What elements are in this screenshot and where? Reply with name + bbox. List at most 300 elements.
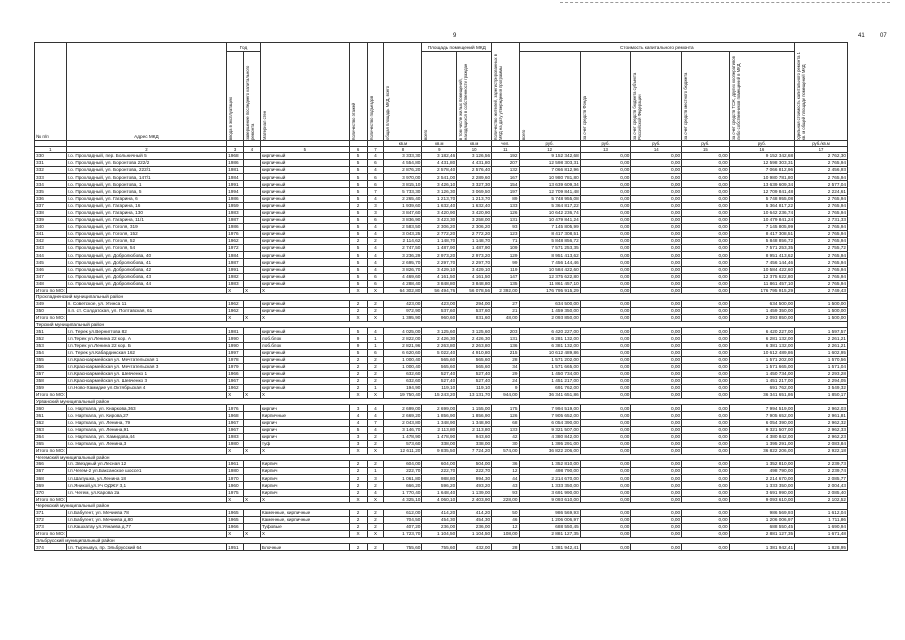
table-row [35,188,848,195]
table-cell: 4 [367,245,384,252]
table-cell: 2 392,00 [492,287,519,294]
table-cell: лоб.блок [260,335,349,342]
table-cell: 89 [492,195,519,202]
table-cell: 0,00 [682,523,730,530]
total-row [35,447,848,454]
table-cell: кирпичный [260,259,349,266]
table-cell: 2 114,62 [384,238,422,245]
table-cell: 1 612,04 [795,509,848,516]
table-cell: 5 [349,223,367,230]
header-year-group: Год [227,43,261,52]
table-cell [244,544,261,551]
column-number-cell: 14 [631,147,682,153]
table-cell: 666,20 [384,482,422,489]
table-cell: 6 420 227,00 [729,328,795,335]
table-cell: г.п.Бабугент, ул. Мечиева 78 [66,509,226,516]
table-row [35,468,848,475]
table-cell: 1 206 006,97 [729,516,795,523]
table-cell: 228,00 [492,496,519,503]
table-cell: 2 102,52 [795,496,848,503]
table-cell: 1 648,40 [422,489,457,496]
table-row [35,328,848,335]
table-cell: п. Советское, ул. Угинса 11 [66,300,226,307]
table-cell: 2 [349,461,367,468]
table-cell: 176 795 915,29 [519,287,580,294]
table-cell: 12 709 841,48 [729,188,795,195]
table-cell: 1 632,40 [422,202,457,209]
column-number-cell: 16 [729,147,795,153]
column-number-cell: 5 [260,147,349,153]
table-cell: 1 213,70 [422,195,457,202]
table-cell: Каменные, кирпичные [260,516,349,523]
table-cell: 6 [367,160,384,167]
table-cell: 0,00 [631,392,682,399]
table-cell: 5 748 955,08 [519,195,580,202]
table-row [35,181,848,188]
table-cell: 0,00 [631,496,682,503]
table-cell: 8 951 413,62 [729,252,795,259]
table-cell: 2 [367,308,384,315]
table-cell: 3 [367,209,384,216]
table-cell: X [244,315,261,322]
table-cell: кирпичный [260,231,349,238]
table-cell [244,181,261,188]
table-cell: 574,00 [492,447,519,454]
table-cell: 0,00 [682,252,730,259]
table-cell: 1 487,90 [422,245,457,252]
table-cell: 0,00 [682,461,730,468]
table-cell: X [244,287,261,294]
table-cell: X [367,287,384,294]
header-cost-group: Стоимость капитального ремонта [519,43,795,52]
table-cell: 7 456 144,46 [519,259,580,266]
table-cell: X [260,531,349,538]
table-cell [244,245,261,252]
table-cell: кирпичный [260,370,349,377]
table-cell [244,280,261,287]
table-cell: 1 333 350,00 [519,482,580,489]
table-cell: 4 380 842,00 [519,433,580,440]
table-row [35,153,848,160]
table-cell: 5 364 817,22 [729,202,795,209]
table-cell: 2 973,20 [422,252,457,259]
table-cell: 4 [367,167,384,174]
table-cell: 2 306,20 [457,223,492,230]
section-row [35,294,848,301]
table-cell: 12 598 303,31 [519,160,580,167]
header-area-total-text: всего [423,129,429,140]
table-cell: 7 066 812,96 [729,167,795,174]
table-cell: 0,00 [580,167,631,174]
table-cell: 2 093 850,00 [729,315,795,322]
table-cell: 2 [349,482,367,489]
table-cell: 1 148,70 [457,238,492,245]
table-cell: 0,00 [631,280,682,287]
table-cell: 3 423,30 [422,216,457,223]
table-cell [244,231,261,238]
column-number-cell: 13 [580,147,631,153]
section-row [35,398,848,405]
table-cell: 5 [349,328,367,335]
table-row [35,252,848,259]
table-cell: 64 302,80 [384,287,422,294]
table-cell: 1 571,04 [795,363,848,370]
header-entrances-text: Количество подъездов [368,95,374,140]
table-cell: кирпичный [260,300,349,307]
table-cell: X [349,531,367,538]
table-cell: 5 748 955,08 [729,195,795,202]
table-row [35,223,848,230]
table-cell: 2 [349,468,367,475]
table-cell: 372 [35,516,67,523]
table-cell: 1976 [227,405,244,412]
table-cell: 1 395,90 [384,315,422,322]
table-cell: 2 [367,356,384,363]
table-cell: 0,00 [580,188,631,195]
table-cell: 3 146,70 [384,426,422,433]
table-row [35,426,848,433]
table-cell: 5 [349,280,367,287]
table-cell: 2 [367,461,384,468]
table-cell: 2 085,40 [795,489,848,496]
table-cell: 0,00 [580,433,631,440]
table-cell: 1 828,95 [795,544,848,551]
table-cell: X [244,496,261,503]
table-cell: 5 [349,216,367,223]
table-cell: 1965 [227,516,244,523]
table-cell: 0,00 [682,426,730,433]
table-cell: 7 905 652,00 [519,412,580,419]
unit-cell: руб. [631,141,682,147]
table-cell: 359 [35,385,67,392]
table-cell: 4 [367,405,384,412]
table-cell: 2 [349,356,367,363]
table-cell: 36 341 651,86 [729,392,795,399]
table-cell: 0,00 [631,245,682,252]
table-cell: 6 420 227,00 [519,328,580,335]
table-cell: 0,00 [580,440,631,447]
table-cell: 0,00 [580,482,631,489]
table-cell: г.о. Нарткала, ул. Хамидова,44 [66,433,226,440]
table-cell: 167 [492,174,519,181]
table-cell: 0,00 [682,440,730,447]
table-cell: г.п.Шалушка, ул.Ленина 18 [66,475,226,482]
table-cell: 2 669,20 [384,412,422,419]
table-cell: 1981 [227,167,244,174]
table-cell [244,209,261,216]
table-cell: X [349,315,367,322]
table-cell: г.о. Прохладный, ул. Добролюбова, 40 [66,252,226,259]
table-cell: 4 [367,266,384,273]
table-cell: 0,00 [682,356,730,363]
table-row [35,363,848,370]
table-cell: 0,00 [631,273,682,280]
header-cost-owners-text: за счет средств ТСЖ, других кооперативов либо собственников помещений в МКД [730,56,741,140]
unit-cell: кв.м [457,141,492,147]
table-cell: 346 [35,266,67,273]
table-cell: 0,00 [580,328,631,335]
table-cell: 1 571 665,00 [729,363,795,370]
table-cell: 4 060,10 [422,496,457,503]
table-cell: 1 155,00 [457,405,492,412]
table-cell: г.о. Прохладный, ул. Гоголя, 152 [66,231,226,238]
table-cell: 0,00 [580,405,631,412]
table-cell: 1966 [227,370,244,377]
table-cell: 5 [349,195,367,202]
table-cell: г.п.Ново-Хамидие ул.Октябрьская 4 [66,385,226,392]
table-cell: 135 [492,280,519,287]
table-row [35,160,848,167]
table-cell: 0,00 [631,482,682,489]
table-cell: 2 821,96 [384,342,422,349]
table-cell: 340 [35,223,67,230]
table-cell: 349 [35,300,67,307]
table-cell: 9 152 342,68 [729,153,795,160]
table-cell: 0,00 [682,300,730,307]
table-cell [244,475,261,482]
table-cell: г.п. Звездный ул.Лесная 12 [66,461,226,468]
table-cell: 4 [367,223,384,230]
column-number-cell: 17 [795,147,848,153]
table-cell: 1 939,60 [384,202,422,209]
table-cell: 0,00 [631,300,682,307]
header-cost-owners [729,52,795,141]
table-cell: 2 [349,385,367,392]
table-cell: 0,00 [631,509,682,516]
table-cell [244,523,261,530]
table-cell: кирпичный [260,349,349,356]
table-cell: кирпичный [260,195,349,202]
table-cell: г.п.Чегем-2 ул.Баксанское шоссе1 [66,468,226,475]
column-number-cell: 8 [384,147,422,153]
table-cell: 0,00 [631,412,682,419]
table-cell: 414,20 [457,509,492,516]
table-cell: 1986 [227,223,244,230]
table-cell: 0,00 [682,489,730,496]
table-cell: 537,60 [422,308,457,315]
table-cell: 0,00 [580,342,631,349]
table-cell: 345 [35,259,67,266]
table-cell: 2 043,80 [384,419,422,426]
table-cell: 0,00 [682,223,730,230]
table-cell: 1 206 006,97 [519,516,580,523]
table-cell: 0,00 [580,385,631,392]
table-cell: 3 549,32 [795,385,848,392]
table-cell: X [227,531,244,538]
table-cell: X [260,287,349,294]
header-year-commission [227,52,244,141]
table-cell: 222,70 [422,468,457,475]
table-cell: 5 [349,273,367,280]
table-cell: 6 [367,273,384,280]
table-cell: 0,00 [631,349,682,356]
table-cell [66,531,226,538]
table-cell: 0,00 [580,266,631,273]
table-cell: Итого по МО: [36,287,65,293]
table-cell: 1970 [227,475,244,482]
table-cell [244,370,261,377]
table-cell: 12 598 303,31 [729,160,795,167]
table-cell: 0,00 [682,195,730,202]
table-cell: 2 263,80 [457,342,492,349]
table-cell: 4 [367,231,384,238]
table-cell: 2 [367,482,384,489]
table-cell [244,223,261,230]
table-cell: Кирпич [260,468,349,475]
table-cell: 194,90 [384,385,422,392]
unit-cell: руб. [729,141,795,147]
table-cell: 341 [35,231,67,238]
table-cell: лоб.блок [260,342,349,349]
table-cell: 2 261,21 [795,335,848,342]
table-cell: 0,00 [580,516,631,523]
table-cell: 2 293,28 [795,370,848,377]
table-cell: 0,00 [631,174,682,181]
table-cell: 353 [35,342,67,349]
table-cell [244,516,261,523]
table-cell: 2 093 850,00 [519,315,580,322]
table-cell: 972,90 [384,308,422,315]
table-cell: 1966 [227,523,244,530]
table-cell: кирпичный [260,153,349,160]
table-cell: 0,00 [682,363,730,370]
column-number-cell: 2 [66,147,226,153]
table-cell: г.о. Прохладный, пер. Больничный 5 [66,153,226,160]
table-cell: 48,00 [492,315,519,322]
table-cell: 527,40 [422,378,457,385]
table-cell: 2 [349,523,367,530]
header-wall-material-text: Материал стен [261,110,267,140]
table-cell: 5 848 856,72 [729,238,795,245]
table-row [35,266,848,273]
table-cell: 7 [367,188,384,195]
table-cell: кирпичный [260,308,349,315]
table-cell: 56 494,76 [422,287,457,294]
table-cell: 13 639 609,34 [519,181,580,188]
table-row [35,544,848,551]
table-cell: 1 395 291,00 [519,440,580,447]
table-cell: 0,00 [682,468,730,475]
table-cell [244,335,261,342]
page-mark-secondary: 07 [880,33,887,39]
section-title: Чегемский муниципальный район [35,454,848,461]
table-cell: кирпичный [260,252,349,259]
table-cell: 222,70 [457,468,492,475]
table-cell: 1967 [227,426,244,433]
table-cell [244,468,261,475]
table-cell: 8 417 308,51 [519,231,580,238]
header-floors-text: Количество этажей [350,102,356,140]
table-cell: 1951 [227,544,244,551]
table-cell: Кирпичные [260,412,349,419]
table-cell: 9 [492,385,519,392]
table-cell: 1961 [227,461,244,468]
table-cell: 5 [349,209,367,216]
table-cell: 1 487,90 [457,245,492,252]
header-unit-cost-text: Удельная стоимость капитального ремонта 1 кв. м общей площади помещений МКД [796,52,807,140]
table-cell: 338 [35,209,67,216]
header-wall-material [260,43,349,141]
table-cell: 0,00 [631,252,682,259]
table-cell: 11 861 457,10 [519,280,580,287]
table-cell: 691 762,00 [519,385,580,392]
table-cell: 334 [35,181,67,188]
table-cell: 1 352 810,00 [729,461,795,468]
table-cell: 1987 [227,259,244,266]
table-cell: 1962 [227,238,244,245]
table-cell: 12 611,20 [384,447,422,454]
table-cell: г.п.Красноармейская ул. Мечтательская 3 [66,363,226,370]
table-row [35,405,848,412]
table-cell: 337 [35,202,67,209]
table-cell: Кирпич [260,482,349,489]
table-cell: 3 [349,433,367,440]
table-cell: 1967 [227,419,244,426]
table-cell: 5 [349,231,367,238]
table-cell [244,174,261,181]
table-cell: г.п.Бабугент, ул. Мечиева д.80 [66,516,226,523]
table-cell [244,328,261,335]
header-residents-text: Количество жителей, зарегистрированных в МКД на дату утверждения программы [493,53,504,140]
table-cell: 0,00 [631,223,682,230]
table-cell: г.о. Прохладный, ул. Боронтова, 1 [66,181,226,188]
header-cost-local [682,52,730,141]
column-number-cell: 9 [422,147,457,153]
table-cell: кирпичный [260,245,349,252]
table-cell: 0,00 [682,335,730,342]
table-cell [244,160,261,167]
table-cell: 527,40 [457,370,492,377]
table-cell: 0,00 [682,392,730,399]
table-cell: 0,00 [631,516,682,523]
table-cell: 56 078,56 [457,287,492,294]
table-cell: 0,00 [580,392,631,399]
table-cell: 986 569,93 [519,509,580,516]
table-cell: 2 731,33 [795,216,848,223]
table-cell: 1 348,90 [422,419,457,426]
table-cell: 215 [492,349,519,356]
table-cell: 5 [349,160,367,167]
table-cell: 361 [35,412,67,419]
table-cell: 0,00 [682,516,730,523]
table-cell: 1 711,86 [795,516,848,523]
table-cell: 2 747,50 [384,245,422,252]
table-cell: 0,00 [631,153,682,160]
table-cell: 27 [492,300,519,307]
table-cell [244,195,261,202]
table-cell: 2 297,70 [457,259,492,266]
table-cell: 175 [492,405,519,412]
table-cell: 10 642 236,74 [519,209,580,216]
table-cell [244,440,261,447]
table-cell: 2 239,73 [795,461,848,468]
table-cell: 338,00 [457,440,492,447]
table-cell: 9 835,50 [422,447,457,454]
table-cell: 0,00 [580,349,631,356]
table-row [35,475,848,482]
table-cell: 0,00 [631,447,682,454]
table-cell: 2 699,00 [422,405,457,412]
table-cell: 5 848 856,72 [519,238,580,245]
header-cost-fund [580,52,631,141]
table-cell: 3 182,46 [422,153,457,160]
table-cell: 6 054 390,00 [729,419,795,426]
column-number-cell: 3 [227,147,244,153]
table-cell: 12 375 622,80 [729,273,795,280]
table-cell: 1 459 350,00 [729,308,795,315]
table-cell: 0,00 [682,342,730,349]
table-cell: кирпичный [260,216,349,223]
